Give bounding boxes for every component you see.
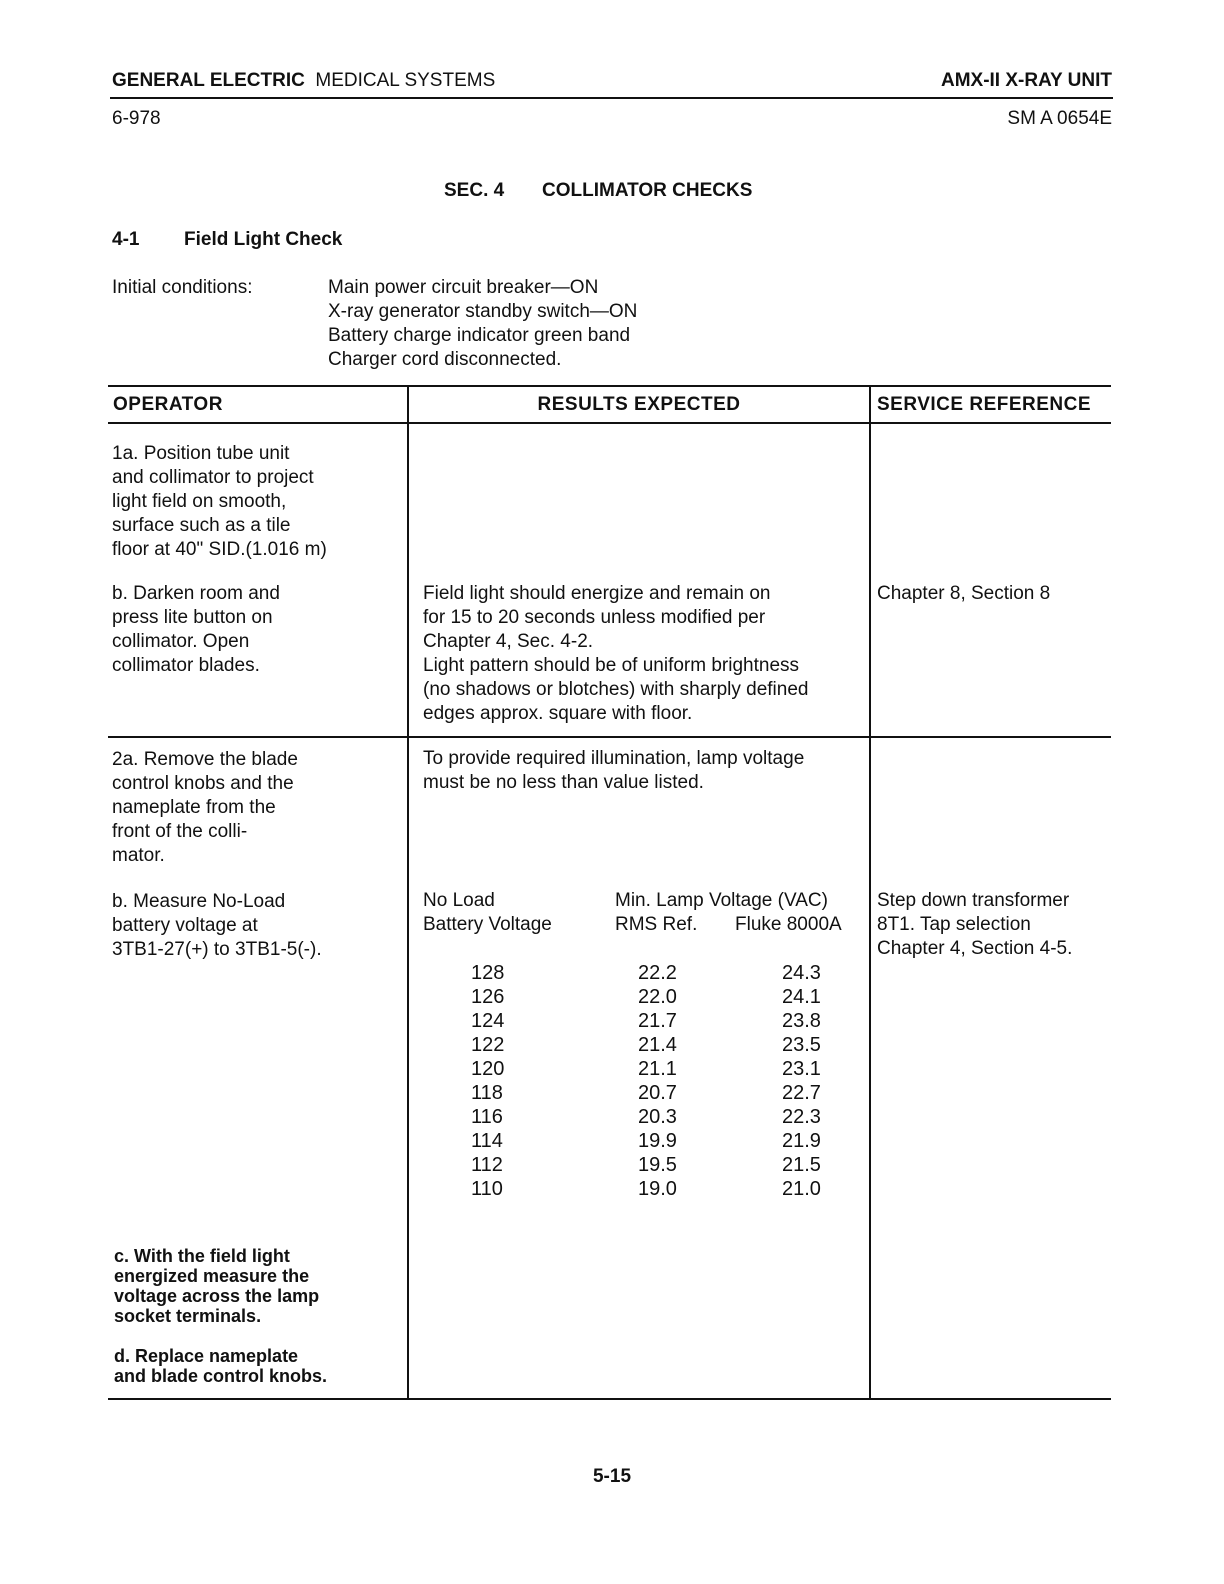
vt-cell: 128 — [471, 962, 505, 984]
vt-cell: 118 — [471, 1082, 503, 1104]
vt-cell: 24.3 — [782, 962, 821, 984]
vt-cell: 22.2 — [638, 962, 677, 984]
vt-cell: 124 — [471, 1010, 505, 1032]
vt-col1-header-line1: No Load — [423, 890, 495, 911]
product-name: AMX-II X-RAY UNIT — [940, 70, 1112, 91]
vt-cell: 110 — [471, 1178, 503, 1200]
table-top-rule — [108, 385, 1111, 387]
header-service-reference: SERVICE REFERENCE — [877, 394, 1092, 415]
result-1b: Field light should energize and remain on for 15 to 20 seconds unless modified per Chapter 4, Sec. 4-2. Light pattern should be of uniform brightness (no shadows or blotches) with sharply defined edges approx. square with floor. — [423, 583, 809, 724]
condition-item: Charger cord disconnected. — [328, 349, 562, 370]
vt-cell: 21.0 — [782, 1178, 821, 1200]
step-2d: d. Replace nameplate and blade control knobs. — [114, 1346, 328, 1386]
header-rule — [110, 97, 1113, 99]
subsection-title: Field Light Check — [184, 229, 343, 250]
step-2a: 2a. Remove the blade control knobs and the nameplate from the front of the colli- mator. — [112, 749, 298, 866]
header-left — [112, 70, 495, 92]
vt-col3-header: Fluke 8000A — [735, 914, 842, 935]
vt-col-fluke — [782, 961, 821, 1201]
table-col-divider-1 — [407, 385, 409, 1399]
condition-item: Main power circuit breaker—ON — [328, 277, 599, 298]
ref-2b: Step down transformer 8T1. Tap selection Chapter 4, Section 4-5. — [877, 890, 1073, 959]
division-name: MEDICAL SYSTEMS — [315, 70, 496, 91]
vt-col-rms — [638, 961, 677, 1201]
vt-cell: 21.4 — [638, 1034, 677, 1056]
step-1a: 1a. Position tube unit and collimator to project light field on smooth, surface such as a tile floor at 40" SID.(1.016 m) — [112, 443, 327, 560]
table-row-divider — [108, 736, 1111, 738]
section-title: COLLIMATOR CHECKS — [542, 180, 753, 201]
vt-cell: 23.8 — [782, 1010, 821, 1032]
table-col-divider-2 — [869, 385, 871, 1399]
subsection-number: 4-1 — [112, 229, 140, 250]
header-results-expected: RESULTS EXPECTED — [537, 394, 741, 415]
vt-col1-header-line2: Battery Voltage — [423, 914, 552, 935]
vt-cell: 24.1 — [782, 986, 821, 1008]
vt-col-battery — [471, 961, 504, 1201]
vt-cell: 20.7 — [638, 1082, 677, 1104]
vt-cell: 120 — [471, 1058, 505, 1080]
vt-cell: 23.1 — [782, 1058, 821, 1080]
vt-cell: 116 — [471, 1106, 503, 1128]
vt-cell: 21.7 — [638, 1010, 677, 1032]
initial-conditions-list — [328, 276, 637, 372]
ref-1b: Chapter 8, Section 8 — [877, 583, 1051, 604]
result-2a: To provide required illumination, lamp voltage must be no less than value listed. — [423, 748, 805, 793]
vt-cell: 23.5 — [782, 1034, 821, 1056]
vt-cell: 22.7 — [782, 1082, 821, 1104]
step-2c: c. With the field light energized measure the voltage across the lamp socket terminals. — [114, 1246, 320, 1326]
table-bottom-rule — [108, 1398, 1111, 1400]
header-operator: OPERATOR — [113, 394, 223, 415]
vt-cell: 19.9 — [638, 1130, 677, 1152]
initial-conditions-label: Initial conditions: — [112, 277, 253, 298]
step-2b: b. Measure No-Load battery voltage at 3TB1-27(+) to 3TB1-5(-). — [112, 891, 322, 960]
condition-item: X-ray generator standby switch—ON — [328, 301, 638, 322]
vt-cell: 21.9 — [782, 1130, 821, 1152]
vt-cell: 20.3 — [638, 1106, 677, 1128]
vt-cell: 21.5 — [782, 1154, 821, 1176]
vt-group-header: Min. Lamp Voltage (VAC) — [615, 890, 828, 911]
manual-ref: SM A 0654E — [1007, 108, 1112, 129]
section-number: SEC. 4 — [444, 180, 505, 201]
vt-cell: 122 — [471, 1034, 505, 1056]
vt-cell: 19.0 — [638, 1178, 677, 1200]
doc-id: 6-978 — [112, 108, 161, 129]
company-name: GENERAL ELECTRIC — [112, 70, 305, 91]
vt-cell: 22.0 — [638, 986, 677, 1008]
vt-cell: 114 — [471, 1130, 503, 1152]
condition-item: Battery charge indicator green band — [328, 325, 631, 346]
vt-cell: 21.1 — [638, 1058, 677, 1080]
page-number: 5-15 — [592, 1466, 632, 1487]
vt-col2-header: RMS Ref. — [615, 914, 698, 935]
table-header-rule — [108, 422, 1111, 424]
vt-cell: 126 — [471, 986, 505, 1008]
vt-cell: 19.5 — [638, 1154, 677, 1176]
step-1b: b. Darken room and press lite button on collimator. Open collimator blades. — [112, 583, 280, 676]
vt-cell: 22.3 — [782, 1106, 821, 1128]
vt-cell: 112 — [471, 1154, 503, 1176]
